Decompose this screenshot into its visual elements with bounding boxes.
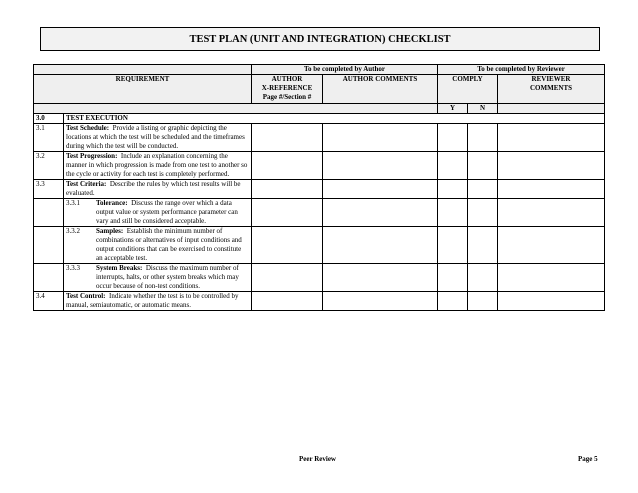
requirement-title: Tolerance:	[96, 199, 128, 207]
comply-yes-cell[interactable]	[438, 227, 468, 264]
row-number: 3.2	[34, 152, 64, 180]
requirement-cell	[64, 199, 252, 227]
requirement-text: Include an explanation concerning the manner in which progression is made from one test to another so the cycle or activity for each test is completely performed.	[66, 152, 248, 178]
row-number	[34, 199, 64, 227]
sub-text	[96, 227, 249, 263]
requirement-cell	[64, 152, 252, 180]
requirement-cell	[64, 124, 252, 152]
page-number: Page 5	[578, 455, 598, 463]
row-number: 3.1	[34, 124, 64, 152]
xref-header	[252, 75, 323, 104]
comply-yes-cell[interactable]	[438, 124, 468, 152]
reviewer-comments-line2: COMMENTS	[530, 84, 572, 92]
requirement-text: Describe the rules by which test results will be evaluated.	[66, 180, 241, 197]
checklist-row	[34, 124, 605, 152]
footer-label: Peer Review	[299, 455, 336, 463]
sub-requirement	[66, 227, 249, 263]
comply-no-cell[interactable]	[468, 227, 498, 264]
sub-number: 3.3.3	[66, 264, 80, 272]
comply-yes-cell[interactable]	[438, 264, 468, 292]
author-comments-cell[interactable]	[323, 152, 438, 180]
row-number: 3.4	[34, 292, 64, 311]
requirement-header: REQUIREMENT	[34, 75, 252, 104]
requirement-text: Provide a listing or graphic depicting the locations at which the test will be scheduled and the timeframes during which the test will be conducted.	[66, 124, 245, 150]
checklist-table	[33, 64, 605, 311]
row-number	[34, 227, 64, 264]
requirement-title: Samples:	[96, 227, 124, 235]
requirement-title: Test Control:	[66, 292, 106, 300]
reviewer-comments-cell[interactable]	[498, 292, 605, 311]
reviewer-comments-line1: REVIEWER	[531, 75, 571, 83]
comply-no-cell[interactable]	[468, 292, 498, 311]
author-group-header: To be completed by Author	[252, 65, 438, 75]
xref-cell[interactable]	[252, 180, 323, 199]
no-header: N	[468, 104, 498, 114]
requirement-title: Test Schedule:	[66, 124, 110, 132]
xref-cell[interactable]	[252, 292, 323, 311]
reviewer-comments-cell[interactable]	[498, 199, 605, 227]
yes-header: Y	[438, 104, 468, 114]
requirement-text: Discuss the range over which a data output value or system performance parameter can vary and still be considered acceptable.	[96, 199, 238, 225]
requirement-cell	[64, 292, 252, 311]
xref-cell[interactable]	[252, 264, 323, 292]
comply-yes-cell[interactable]	[438, 199, 468, 227]
comply-no-cell[interactable]	[468, 180, 498, 199]
requirement-text: Discuss the maximum number of interrupts, halts, or other system breaks which may occur because of non-test conditions.	[96, 264, 239, 290]
checklist-row	[34, 227, 605, 264]
xref-cell[interactable]	[252, 124, 323, 152]
page-title: TEST PLAN (UNIT AND INTEGRATION) CHECKLIST	[40, 27, 600, 51]
yn-blank-right	[498, 104, 605, 114]
reviewer-group-header: To be completed by Reviewer	[438, 65, 605, 75]
requirement-title: Test Criteria:	[66, 180, 107, 188]
checklist-row	[34, 264, 605, 292]
reviewer-comments-cell[interactable]	[498, 264, 605, 292]
checklist-row	[34, 152, 605, 180]
checklist-row	[34, 292, 605, 311]
author-comments-cell[interactable]	[323, 199, 438, 227]
requirement-title: Test Progression:	[66, 152, 118, 160]
reviewer-comments-cell[interactable]	[498, 180, 605, 199]
header-yn-row	[34, 104, 605, 114]
author-comments-cell[interactable]	[323, 227, 438, 264]
xref-cell[interactable]	[252, 227, 323, 264]
header-columns-row	[34, 75, 605, 104]
comply-no-cell[interactable]	[468, 152, 498, 180]
reviewer-comments-cell[interactable]	[498, 124, 605, 152]
sub-requirement	[66, 199, 249, 226]
header-blank	[34, 65, 252, 75]
reviewer-comments-cell[interactable]	[498, 227, 605, 264]
xref-cell[interactable]	[252, 199, 323, 227]
comply-no-cell[interactable]	[468, 264, 498, 292]
requirement-text: Establish the minimum number of combinations or alternatives of input conditions and output conditions that can be exercised to constitute an acceptable test.	[96, 227, 242, 262]
xref-line2: X-REFERENCE	[261, 84, 313, 92]
author-comments-cell[interactable]	[323, 180, 438, 199]
xref-cell[interactable]	[252, 152, 323, 180]
requirement-cell	[64, 180, 252, 199]
yn-blank	[34, 104, 438, 114]
sub-text	[96, 199, 249, 226]
author-comments-cell[interactable]	[323, 292, 438, 311]
section-number: 3.0	[34, 114, 64, 124]
xref-line1: AUTHOR	[271, 75, 303, 83]
row-number: 3.3	[34, 180, 64, 199]
author-comments-header: AUTHOR COMMENTS	[323, 75, 438, 104]
requirement-cell	[64, 227, 252, 264]
comply-no-cell[interactable]	[468, 124, 498, 152]
checklist-row	[34, 180, 605, 199]
comply-yes-cell[interactable]	[438, 292, 468, 311]
section-row	[34, 114, 605, 124]
requirement-cell	[64, 264, 252, 292]
author-comments-cell[interactable]	[323, 124, 438, 152]
reviewer-comments-cell[interactable]	[498, 152, 605, 180]
author-comments-cell[interactable]	[323, 264, 438, 292]
checklist-rows	[34, 124, 605, 311]
requirement-title: System Breaks:	[96, 264, 143, 272]
header-group-row	[34, 65, 605, 75]
comply-yes-cell[interactable]	[438, 180, 468, 199]
sub-requirement	[66, 264, 249, 291]
sub-number: 3.3.2	[66, 227, 80, 235]
section-label: TEST EXECUTION	[64, 114, 605, 124]
row-number	[34, 264, 64, 292]
comply-no-cell[interactable]	[468, 199, 498, 227]
xref-line3: Page #/Section #	[262, 93, 312, 101]
comply-header: COMPLY	[438, 75, 498, 104]
reviewer-comments-header	[498, 75, 605, 104]
sub-text	[96, 264, 249, 291]
requirement-text: Indicate whether the test is to be controlled by manual, semiautomatic, or automatic means.	[66, 292, 239, 309]
checklist-row	[34, 199, 605, 227]
comply-yes-cell[interactable]	[438, 152, 468, 180]
sub-number: 3.3.1	[66, 199, 80, 207]
